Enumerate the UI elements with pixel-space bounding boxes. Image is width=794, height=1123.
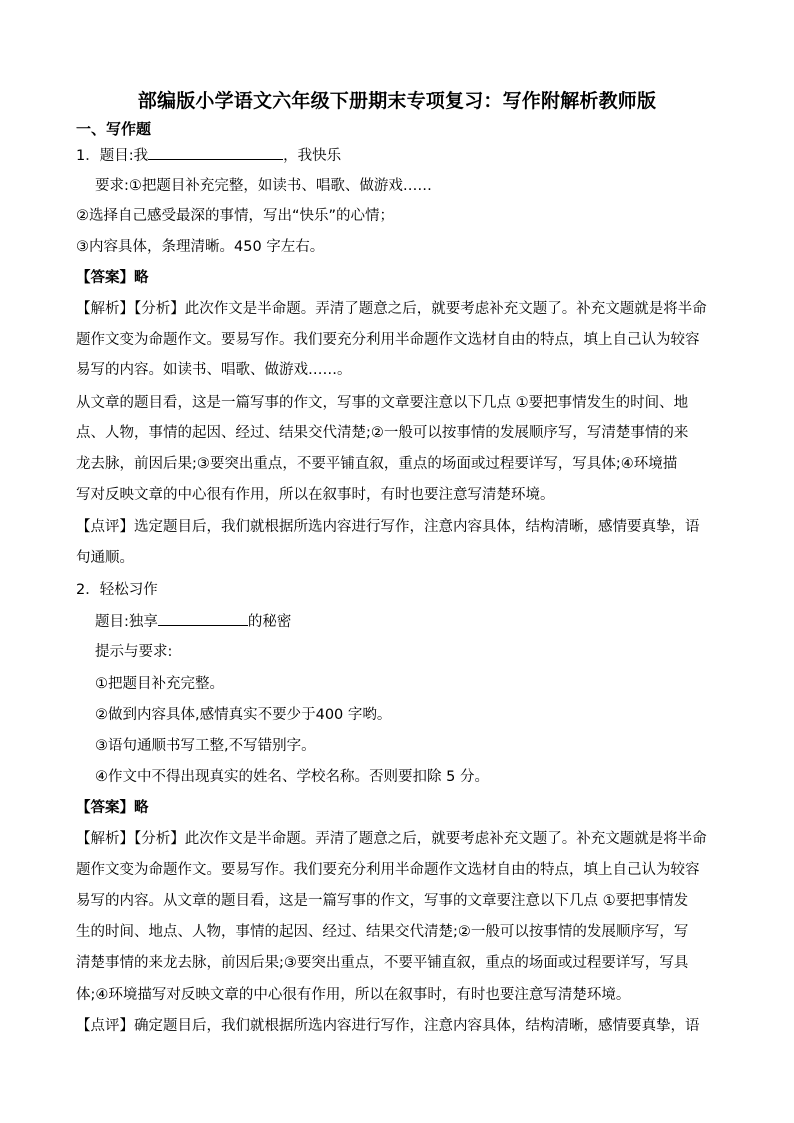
- q2-requirement-4: ④作文中不得出现真实的姓名、学校名称。否则要扣除 5 分。: [95, 769, 489, 785]
- q2-analysis-line-3: 易写的内容。从文章的题目看，这是一篇写事的作文，写事的文章要注意以下几点 ①要把事情发: [76, 893, 689, 909]
- q1-comment-line-2: 句通顺。: [76, 550, 134, 566]
- q2-topic-prefix: 题目:独享: [95, 614, 158, 630]
- q1-analysis-line-3: 易写的内容。如读书、唱歌、做游戏……。: [76, 362, 352, 378]
- q2-blank: [158, 611, 248, 626]
- q2-topic-line: [95, 611, 739, 632]
- q2-requirement-3: ③语句通顺书写工整,不写错别字。: [95, 738, 316, 754]
- q1-analysis-line-6: 龙去脉，前因后果;③要突出重点，不要平铺直叙，重点的场面或过程要详写，写具体;④环境描: [76, 456, 678, 472]
- q1-analysis-line-7: 写对反映文章的中心很有作用，所以在叙事时，有时也要注意写清楚环境。: [76, 487, 555, 503]
- q1-comment-line-1: 【点评】选定题目后，我们就根据所选内容进行写作，注意内容具体，结构清晰，感情要真挚，语: [76, 519, 700, 535]
- q2-title: 2．轻松习作: [76, 582, 158, 598]
- q2-topic-suffix: 的秘密: [247, 614, 292, 630]
- q1-prefix: 1．题目:我: [76, 148, 149, 164]
- section-heading: 一、写作题: [76, 120, 152, 138]
- q1-requirement-3: ③内容具体，条理清晰。450 字左右。: [76, 239, 325, 255]
- q1-requirement-2: ②选择自己感受最深的事情，写出“快乐”的心情；: [76, 208, 395, 224]
- q2-analysis-line-5: 清楚事情的来龙去脉，前因后果;③要突出重点，不要平铺直叙，重点的场面或过程要详写，写具: [76, 955, 689, 971]
- q1-blank: [148, 145, 283, 160]
- q1-answer: 【答案】略: [76, 270, 149, 286]
- q2-analysis-line-4: 生的时间、地点、人物，事情的起因、经过、结果交代清楚;②一般可以按事情的发展顺序写，写: [76, 924, 689, 940]
- q2-analysis-line-1: 【解析】【分析】此次作文是半命题。弄清了题意之后，就要考虑补充文题了。补充文题就是将半命: [76, 831, 707, 847]
- q1-title-line: [76, 145, 720, 166]
- q2-comment-line-1: 【点评】确定题目后，我们就根据所选内容进行写作，注意内容具体，结构清晰，感情要真挚，语: [76, 1018, 700, 1034]
- q1-analysis-line-1: 【解析】【分析】此次作文是半命题。弄清了题意之后，就要考虑补充文题了。补充文题就是将半命: [76, 301, 707, 317]
- q1-analysis-line-4: 从文章的题目看，这是一篇写事的作文，写事的文章要注意以下几点 ①要把事情发生的时间、地: [76, 395, 689, 411]
- q2-analysis-line-6: 体;④环境描写对反映文章的中心很有作用，所以在叙事时，有时也要注意写清楚环境。: [76, 987, 631, 1003]
- q1-requirement-1: 要求:①把题目补充完整，如读书、唱歌、做游戏……: [95, 178, 432, 194]
- q1-analysis-line-2: 题作文变为命题作文。要易写作。我们要充分利用半命题作文选材自由的特点，填上自己认为较容: [76, 332, 700, 348]
- q2-requirement-2: ②做到内容具体,感情真实不要少于400 字哟。: [95, 707, 392, 723]
- q1-suffix: ，我快乐: [283, 148, 342, 164]
- q2-analysis-line-2: 题作文变为命题作文。要易写作。我们要充分利用半命题作文选材自由的特点，填上自己认为较容: [76, 862, 700, 878]
- q1-analysis-line-5: 点、人物，事情的起因、经过、结果交代清楚;②一般可以按事情的发展顺序写，写清楚事情的来: [76, 425, 689, 441]
- page-title: 部编版小学语文六年级下册期末专项复习：写作附解析教师版: [137, 90, 657, 112]
- q2-hint: 提示与要求:: [95, 644, 173, 660]
- q2-answer: 【答案】略: [76, 800, 149, 816]
- q2-requirement-1: ①把题目补充完整。: [95, 676, 224, 692]
